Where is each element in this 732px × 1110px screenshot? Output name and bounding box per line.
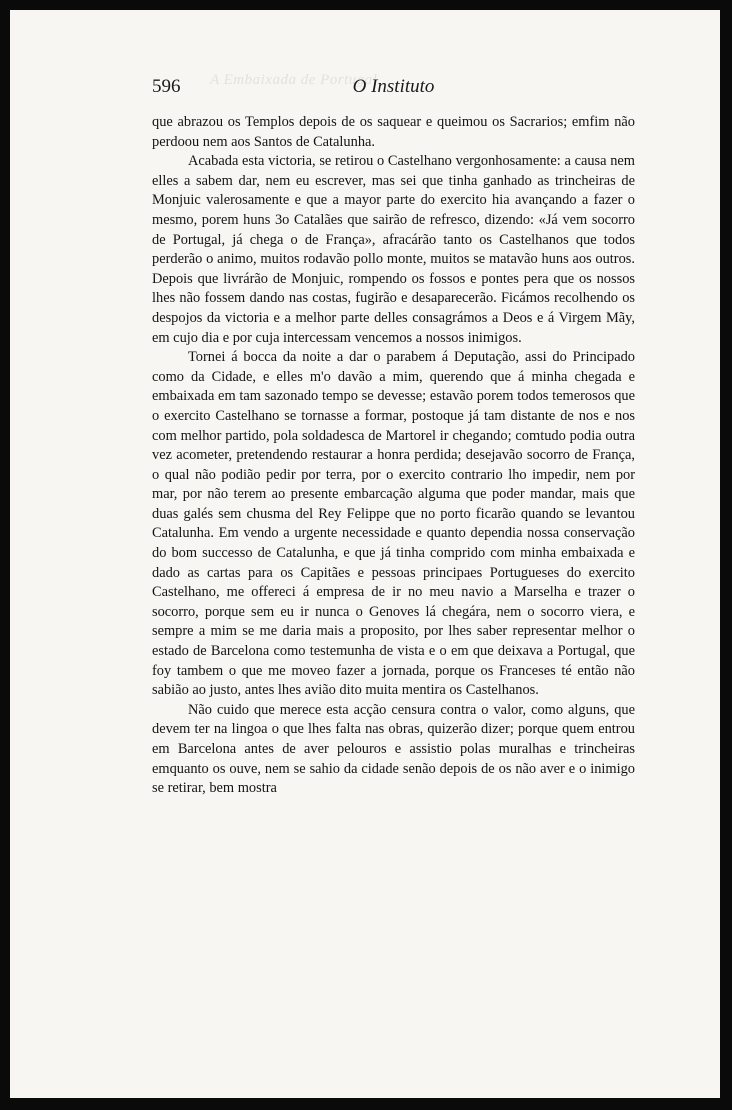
document-page	[10, 10, 720, 1098]
bleed-through-text: A Embaixada de Portugal	[210, 72, 378, 88]
page-header	[152, 76, 635, 102]
body-text	[152, 113, 635, 799]
paragraph: Acabada esta victoria, se retirou o Castelhano vergonhosamente: a causa nem elles a sabem dar, nem eu escrever, mas sei que tinha ganhado as trincheiras de Monjuic valerosamente e que a mayor parte do exercito hia avançando a fazer o mesmo, porem huns 3o Catalães que sairão de refresco, dizendo: «Já vem socorro de Portugal, já chega o de França», afracárão tanto os Castelhanos que todos perderão o animo, muitos rodavão pollo monte, muitos se matavão huns aos outros. Depois que livrárão de Monjuic, rompendo os fossos e pontes pera que os nossos lhes não fossem dando nas costas, fugirão e desaparecerão. Ficámos recolhendo os despojos da victoria e a melhor parte delles consagrámos a Deos e á Virgem Mãy, em cujo dia e por cuja intercessam vencemos a nossos inimigos.	[152, 153, 635, 346]
paragraph: Não cuido que merece esta acção censura contra o valor, como alguns, que devem ter na lingoa o que lhes falta nas obras, quizerão dizer; porque quem entrou em Barcelona antes de aver pelouros e assistio polas muralhas e trincheiras emquanto os ouve, nem se sahio da cidade senão depois de os não aver e o inimigo se retirar, bem mostra	[152, 701, 635, 797]
paragraph: que abrazou os Templos depois de os saquear e queimou os Sacrarios; emfim não perdoou nem aos Santos de Catalunha.	[152, 114, 635, 150]
page-number: 596	[152, 76, 181, 97]
running-title: O Instituto	[352, 76, 435, 97]
paragraph: Tornei á bocca da noite a dar o parabem á Deputação, assi do Principado como da Cidade, e elles m'o davão a mim, querendo que á minha chegada e embaixada em tam sazonado tempo se devesse; estavão porem todos temerosos que o exercito Castelhano se tornasse a formar, postoque já tam distante de nos e nos com melhor partido, pola soldadesca de Martorel ir chegando; comtudo podia outra vez acometer, pretendendo restaurar a honra perdida; desejavão socorro de França, o qual não podião pedir por terra, por o exercito contrario lho impedir, nem por mar, por não terem ao presente embarcação alguma que poder mandar, mais que duas galés sem chusma del Rey Felippe que no porto ficarão quando se levantou Catalunha. Em vendo a urgente necessidade e quanto dependia nossa conservação do bom successo de Catalunha, e que já tinha comprido com minha embaixada e dado as cartas para os Capitães e pessoas principaes Portugueses do exercito Castelhano, me offereci á empresa de ir no meu navio a Marselha e trazer o socorro, porque sem eu ir nunca o Genoves lá chegára, nem o socorro viera, e sempre a mim se me daria mais a proposito, por lhes saber representar melhor o estado de Barcelona como testemunha de vista e o em que deixava a Portugal, que foy tambem o que me moveo fazer a jornada, porque os Franceses té então não sabião ao justo, antes lhes avião dito muita mentira os Castelhanos.	[152, 349, 635, 699]
